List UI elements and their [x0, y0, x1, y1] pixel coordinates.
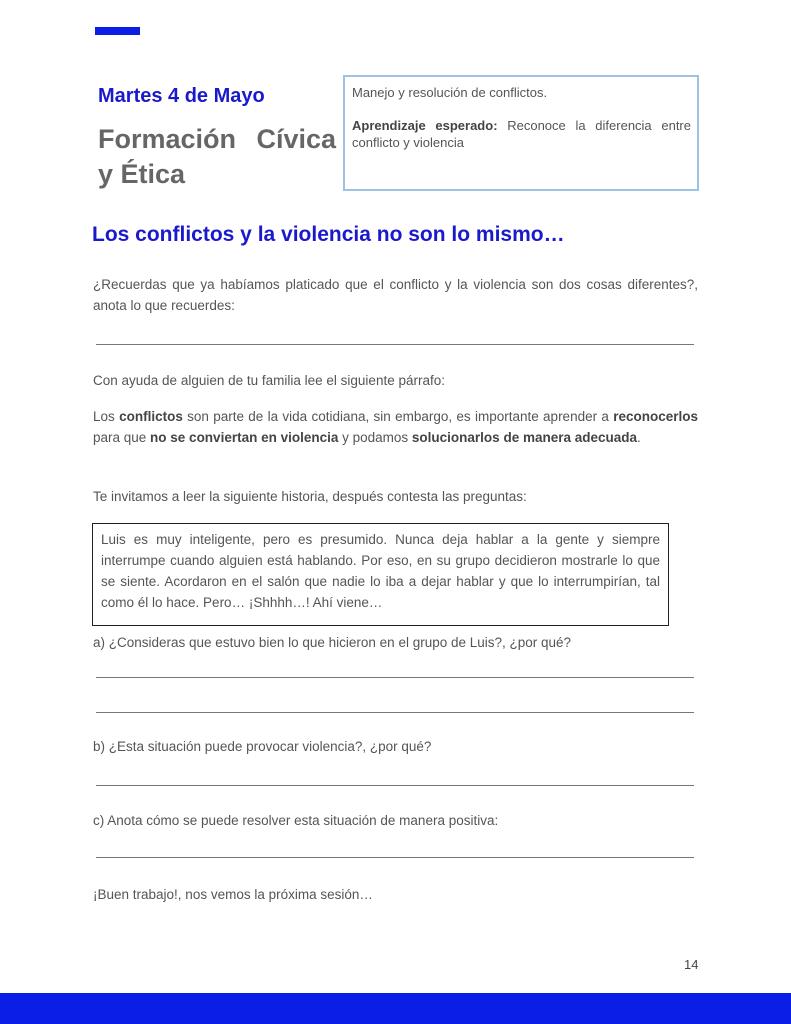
- conflict-paragraph: [93, 406, 698, 448]
- answer-line-c[interactable]: [96, 857, 694, 858]
- learning-expected: [352, 117, 691, 151]
- question-b: b) ¿Esta situación puede provocar violencia?, ¿por qué?: [93, 739, 432, 754]
- intro-question: ¿Recuerdas que ya habíamos platicado que el conflicto y la violencia son dos cosas diferentes?, anota lo que recuerdes:: [93, 277, 698, 313]
- paragraph-bold: solucionarlos de manera adecuada: [411, 430, 638, 445]
- paragraph-bold: reconocerlos: [613, 409, 698, 424]
- subject-title: Formación Cívica y Ética: [98, 124, 336, 189]
- paragraph-text: .: [637, 430, 641, 445]
- learning-text: Reconoce la diferencia entre conflicto y violencia: [352, 118, 691, 150]
- family-read-instruction: Con ayuda de alguien de tu familia lee el siguiente párrafo:: [93, 373, 445, 388]
- question-a: a) ¿Consideras que estuvo bien lo que hicieron en el grupo de Luis?, ¿por qué?: [93, 635, 572, 650]
- learning-info-box: [343, 75, 699, 191]
- top-accent-bar: [95, 27, 140, 35]
- answer-line-intro[interactable]: [96, 344, 694, 345]
- story-box: Luis es muy inteligente, pero es presumido. Nunca deja hablar a la gente y siempre interrumpe cuando alguien está hablando. Por eso, en su grupo decidieron mostrarle lo que se siente. Acordaron en el salón que nadie lo iba a dejar hablar y que lo interrumpirían, tal como él lo hace. Pero… ¡Shhhh…! Ahí viene…: [92, 523, 669, 626]
- invite-instruction: Te invitamos a leer la siguiente historia, después contesta las preguntas:: [93, 489, 527, 504]
- answer-line-b[interactable]: [96, 785, 694, 786]
- bottom-accent-band: [0, 993, 791, 1024]
- paragraph-bold: conflictos: [119, 409, 183, 424]
- answer-line-a1[interactable]: [96, 677, 694, 678]
- learning-label: Aprendizaje esperado:: [352, 118, 498, 133]
- paragraph-text: para que: [93, 430, 151, 445]
- paragraph-text: y podamos: [338, 430, 412, 445]
- paragraph-text: son parte de la vida cotidiana, sin embargo, es importante aprender a: [182, 409, 614, 424]
- paragraph-text: Los: [93, 409, 120, 424]
- section-heading: Los conflictos y la violencia no son lo mismo…: [92, 223, 565, 246]
- paragraph-bold: no se conviertan en violencia: [150, 430, 339, 445]
- question-c: c) Anota cómo se puede resolver esta situación de manera positiva:: [93, 813, 499, 828]
- date-title: Martes 4 de Mayo: [98, 85, 265, 107]
- answer-line-a2[interactable]: [96, 712, 694, 713]
- page-number: 14: [684, 957, 699, 972]
- closing-message: ¡Buen trabajo!, nos vemos la próxima sesión…: [93, 887, 373, 902]
- topic-text: Manejo y resolución de conflictos.: [352, 85, 548, 100]
